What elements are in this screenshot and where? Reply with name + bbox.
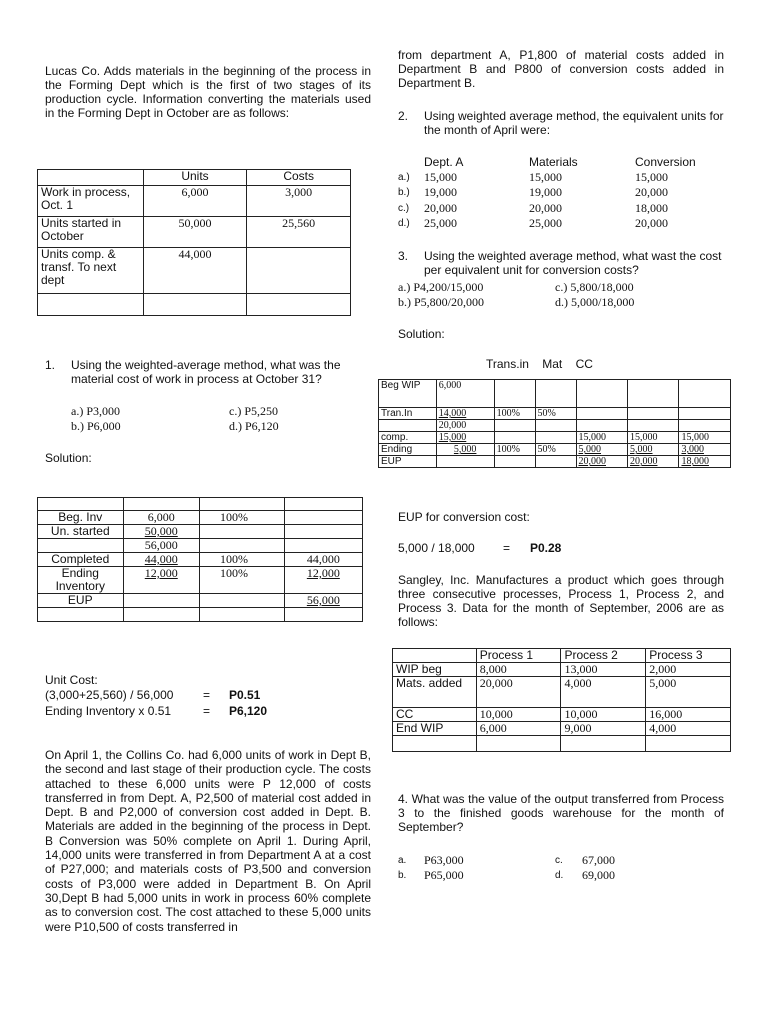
table-cell: Ending — [379, 444, 437, 456]
table-cell: 25,560 — [247, 217, 351, 248]
table-solution-2 — [378, 379, 731, 468]
table-cell — [535, 432, 576, 444]
q4-option-c-label: c. — [555, 855, 563, 866]
table-cell — [494, 380, 535, 408]
table-cell: 4,000 — [561, 677, 646, 708]
q2-option-a-label: a.) — [398, 172, 410, 183]
table-cell — [199, 539, 284, 553]
table-cell — [247, 248, 351, 294]
table-cell — [199, 608, 284, 622]
table-cell — [436, 456, 494, 468]
q2-b-mat: 19,000 — [529, 185, 562, 199]
table-cell: Ending Inventory — [38, 567, 124, 594]
table-cell — [576, 420, 627, 432]
table-cell — [38, 608, 124, 622]
table-cell — [494, 432, 535, 444]
table-cell: 15,000 — [679, 432, 731, 444]
q2-option-c-label: c.) — [398, 203, 410, 214]
q2-option-d-label: d.) — [398, 218, 410, 229]
equals-sign: = — [203, 688, 211, 702]
table-cell — [247, 294, 351, 316]
eup-value: P0.28 — [530, 541, 562, 555]
table-cell: 4,000 — [646, 722, 731, 736]
table-cell: 20,000 — [476, 677, 561, 708]
table-cell: 50% — [535, 444, 576, 456]
collins-paragraph: On April 1, the Collins Co. had 6,000 units of work in Dept B, the second and last stage of their production cycle. The costs attached to these 6,000 units were P 12,000 of costs transferred in from Dept. A, P2,500 of material cost added in Dept. B and P2,000 of conversion cost added in Dept. B. Materials are added in the beginning of the process in Dept. B Conversion was 50% complete on April 1. During April, 14,000 units were transferred in from Department A at a cost of P27,000; and materials costs of P3,500 and conversion costs of P3,000 were added in Department B. On April 30,Dept B had 5,000 units in work in process 60% complete as to conversion cost. The cost attached to these 5,000 units were P10,500 of costs transferred in — [45, 748, 371, 934]
q4-option-c: 67,000 — [582, 853, 615, 867]
table-header: Units — [143, 170, 247, 186]
q2-a-dept: 15,000 — [424, 170, 457, 184]
q3-option-c: c.) 5,800/18,000 — [555, 280, 634, 294]
table-cell — [627, 380, 678, 408]
table-cell — [576, 380, 627, 408]
table-cell — [284, 525, 362, 539]
table-cell: 20,000 — [576, 456, 627, 468]
table-cell: 10,000 — [476, 708, 561, 722]
table-cell: 14,000 — [436, 408, 494, 420]
table-cell — [123, 608, 199, 622]
table-cell — [123, 594, 199, 608]
table-cell — [679, 408, 731, 420]
q4-option-d-label: d. — [555, 870, 564, 881]
table-cell: 5,000 — [436, 444, 494, 456]
table-cell — [535, 420, 576, 432]
table-cell — [38, 170, 144, 186]
table-cell — [38, 539, 124, 553]
q1-option-b: b.) P6,000 — [71, 419, 121, 433]
table-cell: 50,000 — [143, 217, 247, 248]
table-cell: 6,000 — [143, 186, 247, 217]
q2-c-dept: 20,000 — [424, 201, 457, 215]
table-cell: 56,000 — [284, 594, 362, 608]
table-cell: 44,000 — [123, 553, 199, 567]
table-cell: 44,000 — [284, 553, 362, 567]
q1-text: Using the weighted-average method, what was the material cost of work in process at October 31? — [71, 358, 341, 386]
table-cell: WIP beg — [393, 663, 477, 677]
collins-continued: from department A, P1,800 of material costs added in Department B and P800 of conversion costs added in Department B. — [398, 48, 724, 90]
table-cell: End WIP — [393, 722, 477, 736]
table-cell: 12,000 — [284, 567, 362, 594]
q2-d-mat: 25,000 — [529, 216, 562, 230]
table-cell: 100% — [199, 553, 284, 567]
table-cell — [627, 408, 678, 420]
table-cell: 50,000 — [123, 525, 199, 539]
table-cell — [199, 594, 284, 608]
table-cell: 3,000 — [247, 186, 351, 217]
table-header: Process 1 — [476, 649, 561, 663]
q3-option-a: a.) P4,200/15,000 — [398, 280, 484, 294]
q2-number: 2. — [398, 109, 409, 123]
table-cell: Beg. Inv — [38, 511, 124, 525]
table-cell — [143, 294, 247, 316]
table-cell: 5,000 — [576, 444, 627, 456]
q4-option-d: 69,000 — [582, 868, 615, 882]
table-cell — [284, 539, 362, 553]
table-cell: 9,000 — [561, 722, 646, 736]
table-cell: Work in process, Oct. 1 — [38, 186, 144, 217]
table-cell — [123, 498, 199, 511]
table-cell — [199, 525, 284, 539]
table-cell — [646, 736, 731, 752]
q4-text: 4. What was the value of the output transferred from Process 3 to the finished goods warehouse for the month of September? — [398, 792, 724, 834]
table-cell: 12,000 — [123, 567, 199, 594]
eup-label: EUP for conversion cost: — [398, 510, 530, 524]
table-cell — [284, 511, 362, 525]
table-cell — [199, 498, 284, 511]
table-cell — [379, 420, 437, 432]
table-cell: 20,000 — [436, 420, 494, 432]
table-cell: 10,000 — [561, 708, 646, 722]
table-cell: 6,000 — [436, 380, 494, 408]
q2-b-conv: 20,000 — [635, 185, 668, 199]
table-cell: 13,000 — [561, 663, 646, 677]
q4-option-a-label: a. — [398, 855, 407, 866]
unit-cost-line-1: (3,000+25,560) / 56,000 — [45, 688, 174, 702]
table-header: Costs — [247, 170, 351, 186]
solution-label: Solution: — [45, 451, 92, 465]
unit-cost-label: Unit Cost: — [45, 673, 98, 687]
table-cell: 6,000 — [476, 722, 561, 736]
table-cell: 18,000 — [679, 456, 731, 468]
equals-sign: = — [203, 704, 211, 718]
table-cell: 8,000 — [476, 663, 561, 677]
q1-option-c: c.) P5,250 — [229, 404, 278, 418]
eup-line: 5,000 / 18,000 — [398, 541, 475, 555]
q4-option-b-label: b. — [398, 870, 407, 881]
table-cell: 15,000 — [436, 432, 494, 444]
table-cell — [284, 498, 362, 511]
table-cell: 16,000 — [646, 708, 731, 722]
q2-header-dept-a: Dept. A — [424, 155, 464, 169]
table-cell — [679, 420, 731, 432]
equals-sign: = — [503, 541, 511, 555]
table-cell — [393, 649, 477, 663]
table-cell: EUP — [379, 456, 437, 468]
q1-option-d: d.) P6,120 — [229, 419, 279, 433]
table-cell: 2,000 — [646, 663, 731, 677]
table-cell: Un. started — [38, 525, 124, 539]
q3-text: Using the weighted average method, what wast the cost per equivalent unit for conversion costs? — [424, 249, 722, 277]
q2-d-conv: 20,000 — [635, 216, 668, 230]
table-cell: 15,000 — [576, 432, 627, 444]
q1-option-a: a.) P3,000 — [71, 404, 120, 418]
q1-number: 1. — [45, 358, 56, 372]
table-cell — [627, 420, 678, 432]
q2-c-conv: 18,000 — [635, 201, 668, 215]
q3-option-d: d.) 5,000/18,000 — [555, 295, 635, 309]
table-cell — [679, 380, 731, 408]
table-cell: Units comp. & transf. To next dept — [38, 248, 144, 294]
table-cell: 5,000 — [627, 444, 678, 456]
table-cell: 5,000 — [646, 677, 731, 708]
ending-inventory-line: Ending Inventory x 0.51 — [45, 704, 172, 718]
table-cell: 3,000 — [679, 444, 731, 456]
table-cell — [561, 736, 646, 752]
table-cell — [535, 380, 576, 408]
sangley-paragraph: Sangley, Inc. Manufactures a product which goes through three consecutive processes, Process 1, Process 2, and Process 3. Data for the month of September, 2006 are as follows: — [398, 573, 724, 629]
q2-header-materials: Materials — [529, 155, 578, 169]
table-processes — [392, 648, 731, 752]
table-cell — [576, 408, 627, 420]
lucas-intro: Lucas Co. Adds materials in the beginning of the process in the Forming Dept which is the first of two stages of its production cycle. Information converting the materials used in the Forming Dept in October are as follows: — [45, 64, 371, 120]
table-cell: Completed — [38, 553, 124, 567]
table-cell: EUP — [38, 594, 124, 608]
solution-label-2: Solution: — [398, 327, 445, 341]
q2-d-dept: 25,000 — [424, 216, 457, 230]
table-cell: Units started in October — [38, 217, 144, 248]
q2-text: Using weighted average method, the equivalent units for the month of April were: — [424, 109, 724, 137]
q2-a-mat: 15,000 — [529, 170, 562, 184]
table-cell — [494, 420, 535, 432]
table-cell — [393, 736, 477, 752]
table-cell: Beg WIP — [379, 380, 437, 408]
q2-a-conv: 15,000 — [635, 170, 668, 184]
table-cell: Mats. added — [393, 677, 477, 708]
table-cell — [38, 498, 124, 511]
table-cell: comp. — [379, 432, 437, 444]
table-cell: Tran.In — [379, 408, 437, 420]
solution-column-header: Trans.in Mat CC — [486, 357, 593, 371]
table-cell: CC — [393, 708, 477, 722]
table-cell — [38, 294, 144, 316]
table-header: Process 3 — [646, 649, 731, 663]
q2-header-conversion: Conversion — [635, 155, 696, 169]
table-forming-dept — [37, 169, 351, 316]
table-cell — [476, 736, 561, 752]
table-cell — [284, 608, 362, 622]
table-cell — [494, 456, 535, 468]
q4-option-b: P65,000 — [424, 868, 464, 882]
table-cell: 100% — [199, 567, 284, 594]
q2-option-b-label: b.) — [398, 187, 410, 198]
table-header: Process 2 — [561, 649, 646, 663]
table-cell: 100% — [199, 511, 284, 525]
table-cell: 56,000 — [123, 539, 199, 553]
table-cell: 6,000 — [123, 511, 199, 525]
q2-c-mat: 20,000 — [529, 201, 562, 215]
ending-inventory-value: P6,120 — [229, 704, 268, 718]
table-cell: 20,000 — [627, 456, 678, 468]
q3-option-b: b.) P5,800/20,000 — [398, 295, 485, 309]
q3-number: 3. — [398, 249, 409, 263]
q2-b-dept: 19,000 — [424, 185, 457, 199]
table-cell: 15,000 — [627, 432, 678, 444]
q4-option-a: P63,000 — [424, 853, 464, 867]
table-cell: 100% — [494, 444, 535, 456]
table-cell: 44,000 — [143, 248, 247, 294]
table-solution-1 — [37, 497, 363, 622]
table-cell: 50% — [535, 408, 576, 420]
table-cell: 100% — [494, 408, 535, 420]
unit-cost-value: P0.51 — [229, 688, 261, 702]
table-cell — [535, 456, 576, 468]
